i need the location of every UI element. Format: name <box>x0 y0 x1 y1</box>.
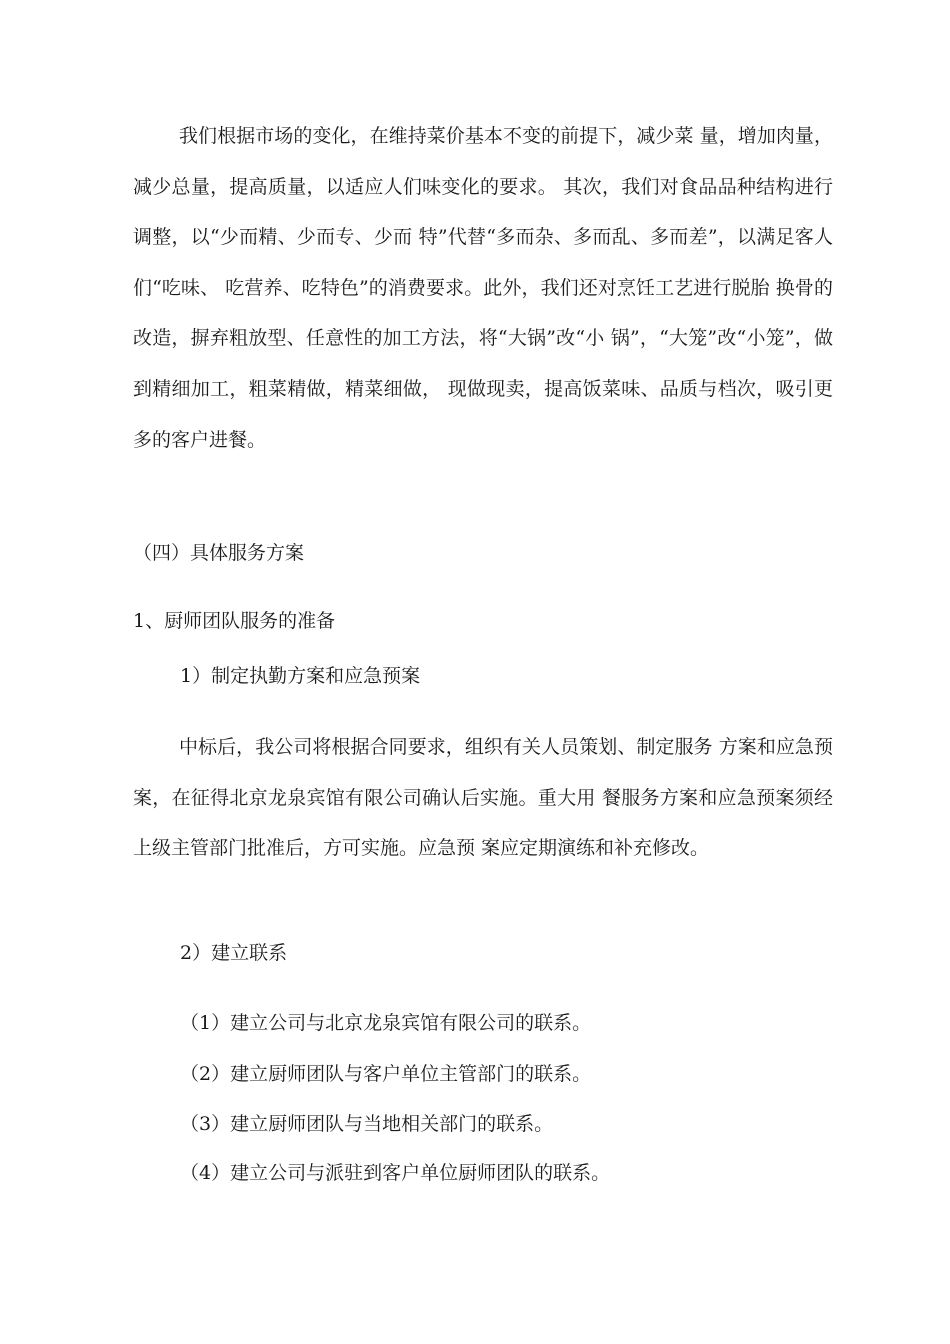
list-item: （2）建立厨师团队与客户单位主管部门的联系。 <box>180 1063 592 1085</box>
body-paragraph-plan-approval: 中标后，我公司将根据合同要求，组织有关人员策划、制定服务 方案和应急预案，在征得北京龙泉宾馆有限公司确认后实施。重大用 餐服务方案和应急预案须经上级主管部门批准后，方可实施。应急预 案应定期演练和补充修改。 <box>133 736 833 860</box>
list-item: （4）建立公司与派驻到客户单位厨师团队的联系。 <box>180 1162 611 1184</box>
list-item: （1）建立公司与北京龙泉宾馆有限公司的联系。 <box>180 1012 592 1034</box>
body-paragraph-menu-adjustment: 我们根据市场的变化，在维持菜价基本不变的前提下，减少菜 量，增加肉量，减少总量，提高质量，以适应人们味变化的要求。 其次，我们对食品品种结构进行调整，以“少而精、少而专、少而 特”代替“多而杂、多而乱、多而差”，以满足客人们“吃味、 吃营养、吃特色”的消费要求。此外，我们还对烹饪工艺进行脱胎 换骨的改造，摒弃粗放型、任意性的加工方法，将“大锅”改“小 锅”，“大笼”改“小笼”，做到精细加工，粗菜精做，精菜细做， 现做现卖，提高饭菜味、品质与档次，吸引更多的客户进餐。 <box>133 125 833 451</box>
subheading-establish-contact: 2）建立联系 <box>180 942 288 964</box>
subheading-duty-and-emergency-plan: 1）制定执勤方案和应急预案 <box>180 665 421 687</box>
section-heading-service-plan: （四）具体服务方案 <box>133 542 305 564</box>
item-heading-chef-team-preparation: 1、厨师团队服务的准备 <box>133 610 336 632</box>
list-item: （3）建立厨师团队与当地相关部门的联系。 <box>180 1113 554 1135</box>
